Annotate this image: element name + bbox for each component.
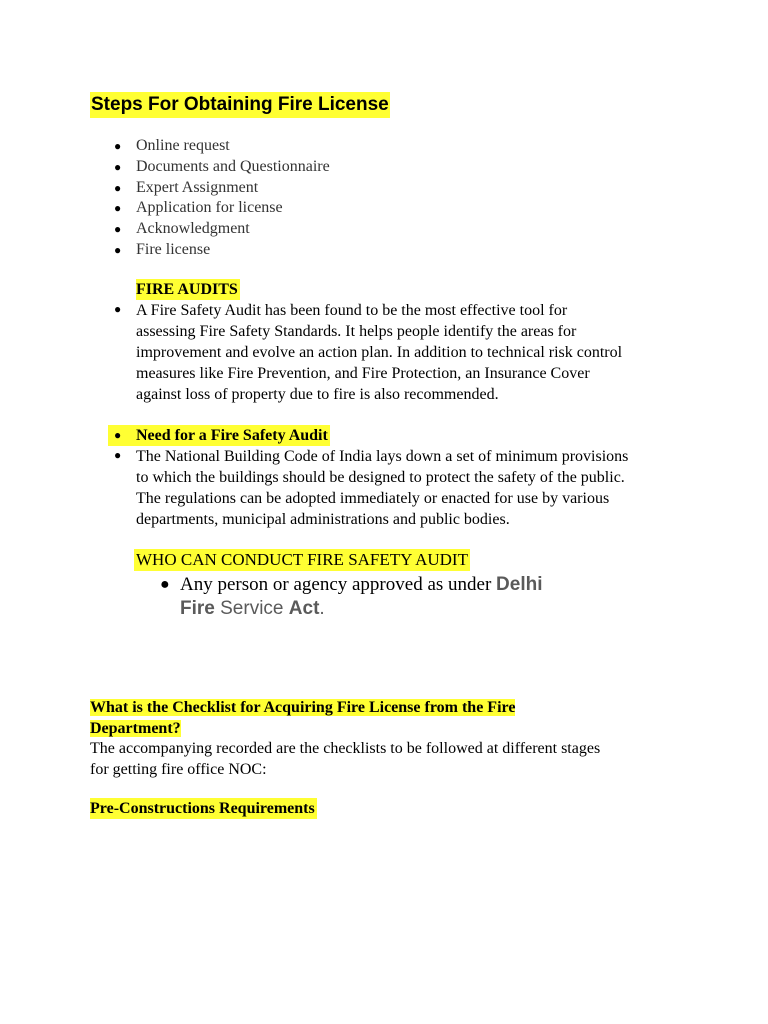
bullet-icon: ● xyxy=(114,448,122,462)
need-paragraph: The National Building Code of India lays down a set of minimum provisions to which the buildings should be designed to protect the safety of the public. The regulations can be adopted immediately or enacted for use by various departments, municipal administrations and public bodies. xyxy=(136,448,629,528)
checklist-question: What is the Checklist for Acquiring Fire License from the Fire Department? xyxy=(90,699,516,737)
list-item: ● Documents and Questionnaire xyxy=(114,157,330,175)
need-heading: ● Need for a Fire Safety Audit xyxy=(108,425,330,446)
list-item: ● Acknowledgment xyxy=(114,220,250,238)
steps-list xyxy=(90,136,690,261)
bullet-icon: ● xyxy=(114,428,122,442)
checklist-intro: The accompanying recorded are the checklists to be followed at different stages for getting fire office NOC: xyxy=(90,740,601,778)
fire-audits-heading: FIRE AUDITS xyxy=(136,281,238,298)
fire-audits-paragraph: A Fire Safety Audit has been found to be the most effective tool for assessing Fire Safety Standards. It helps people identify the areas for improvement and evolve an action plan. In addition to technical risk control measures like Fire Prevention, and Fire Protection, an Insurance Cover against loss of property due to fire is also recommended. xyxy=(136,302,623,403)
page-title: Steps For Obtaining Fire License xyxy=(90,92,390,118)
who-heading: WHO CAN CONDUCT FIRE SAFETY AUDIT xyxy=(136,550,468,569)
bullet-icon: ● xyxy=(114,302,122,316)
list-item: ● Online request xyxy=(114,137,230,154)
pre-constructions-heading: Pre-Constructions Requirements xyxy=(90,800,315,817)
bullet-icon: ● xyxy=(160,576,170,593)
list-item: ● Expert Assignment xyxy=(114,178,259,196)
list-item: ● Fire license xyxy=(114,240,211,258)
list-item: ● Application for license xyxy=(114,199,283,217)
who-list-item: ● Any person or agency approved as under Delhi Fire Service Act. xyxy=(160,574,543,619)
